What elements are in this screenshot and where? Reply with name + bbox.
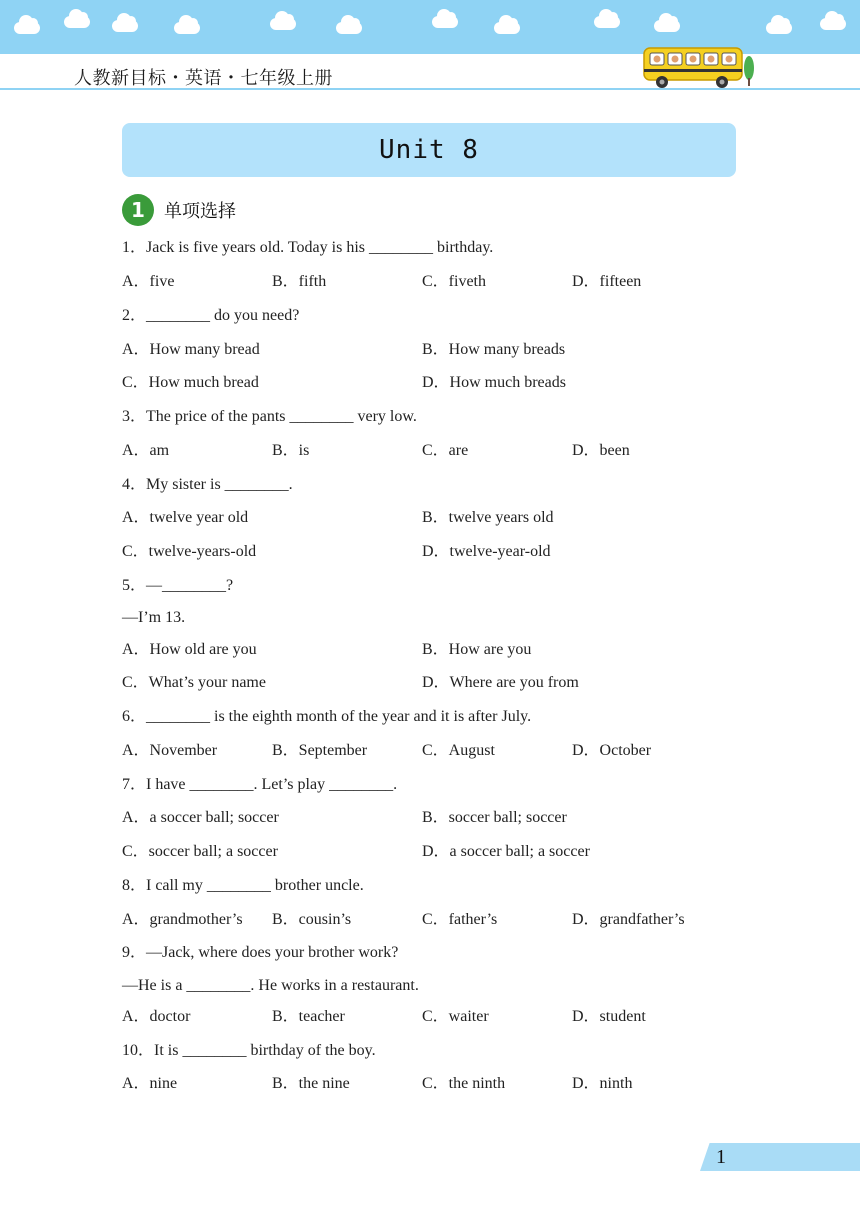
option-c: C．twelve-years-old — [122, 543, 257, 560]
cloud-icon — [336, 22, 362, 34]
page-number: 1 — [716, 1146, 726, 1168]
option-a: A．a soccer ball; soccer — [122, 809, 279, 826]
option-b: B．the nine — [272, 1075, 350, 1092]
option-d: D．ninth — [572, 1075, 633, 1092]
option-a: A．nine — [122, 1075, 178, 1092]
question-stem: 3．The price of the pants ________ very low. — [122, 408, 417, 425]
cloud-icon — [432, 16, 458, 28]
option-c: C．fiveth — [422, 273, 486, 290]
question-stem: 5．—________? — [122, 577, 234, 594]
option-d: D．been — [572, 442, 630, 459]
option-d: D．twelve-year-old — [422, 543, 551, 560]
question-stem: 10．It is ________ birthday of the boy. — [122, 1042, 376, 1059]
option-a: A．grandmother’s — [122, 911, 243, 928]
question-stem: 7．I have ________. Let’s play ________. — [122, 776, 398, 793]
option-b: B．September — [272, 742, 368, 759]
option-c: C．soccer ball; a soccer — [122, 843, 278, 860]
option-d: D．fifteen — [572, 273, 642, 290]
option-b: B．teacher — [272, 1008, 345, 1025]
option-c: C．How much bread — [122, 374, 259, 391]
option-b: B．How many breads — [422, 341, 566, 358]
option-d: D．Where are you from — [422, 674, 579, 691]
question-stem-reply: —I’m 13. — [122, 609, 186, 626]
option-a: A．am — [122, 442, 170, 459]
section-title: 单项选择 — [164, 201, 236, 222]
question-stem: 8．I call my ________ brother uncle. — [122, 877, 364, 894]
option-c: C．What’s your name — [122, 674, 266, 691]
cloud-icon — [766, 22, 792, 34]
option-c: C．father’s — [422, 911, 498, 928]
question-stem: 4．My sister is ________. — [122, 476, 293, 493]
section-heading — [122, 193, 236, 227]
section-number-badge: 1 — [122, 194, 154, 226]
book-series-title: 人教新目标・英语・七年级上册 — [74, 68, 333, 89]
cloud-icon — [112, 20, 138, 32]
option-c: C．August — [422, 742, 495, 759]
cloud-icon — [174, 22, 200, 34]
question-stem: 1．Jack is five years old. Today is his ________ birthday. — [122, 239, 494, 256]
option-d: D．October — [572, 742, 652, 759]
option-b: B．cousin’s — [272, 911, 352, 928]
cloud-icon — [594, 16, 620, 28]
option-b: B．is — [272, 442, 310, 459]
option-d: D．student — [572, 1008, 646, 1025]
unit-banner — [122, 123, 736, 177]
option-b: B．How are you — [422, 641, 532, 658]
option-a: A．doctor — [122, 1008, 191, 1025]
cloud-icon — [654, 20, 680, 32]
option-b: B．fifth — [272, 273, 327, 290]
option-a: A．How old are you — [122, 641, 257, 658]
option-c: C．are — [422, 442, 469, 459]
school-bus-icon — [640, 42, 756, 90]
cloud-icon — [820, 18, 846, 30]
cloud-icon — [494, 22, 520, 34]
option-a: A．twelve year old — [122, 509, 249, 526]
option-b: B．twelve years old — [422, 509, 554, 526]
option-d: D．How much breads — [422, 374, 566, 391]
option-a: A．November — [122, 742, 218, 759]
cloud-icon — [14, 22, 40, 34]
option-d: D．a soccer ball; a soccer — [422, 843, 590, 860]
question-stem: 6．________ is the eighth month of the year and it is after July. — [122, 708, 532, 725]
option-d: D．grandfather’s — [572, 911, 685, 928]
option-c: C．waiter — [422, 1008, 489, 1025]
option-a: A．How many bread — [122, 341, 260, 358]
option-b: B．soccer ball; soccer — [422, 809, 567, 826]
cloud-icon — [64, 16, 90, 28]
unit-title: Unit 8 — [379, 135, 479, 165]
question-stem: 2．________ do you need? — [122, 307, 300, 324]
cloud-icon — [270, 18, 296, 30]
question-stem-reply: —He is a ________. He works in a restaurant. — [122, 977, 419, 994]
option-c: C．the ninth — [422, 1075, 506, 1092]
question-stem: 9．—Jack, where does your brother work? — [122, 944, 399, 961]
option-a: A．five — [122, 273, 175, 290]
